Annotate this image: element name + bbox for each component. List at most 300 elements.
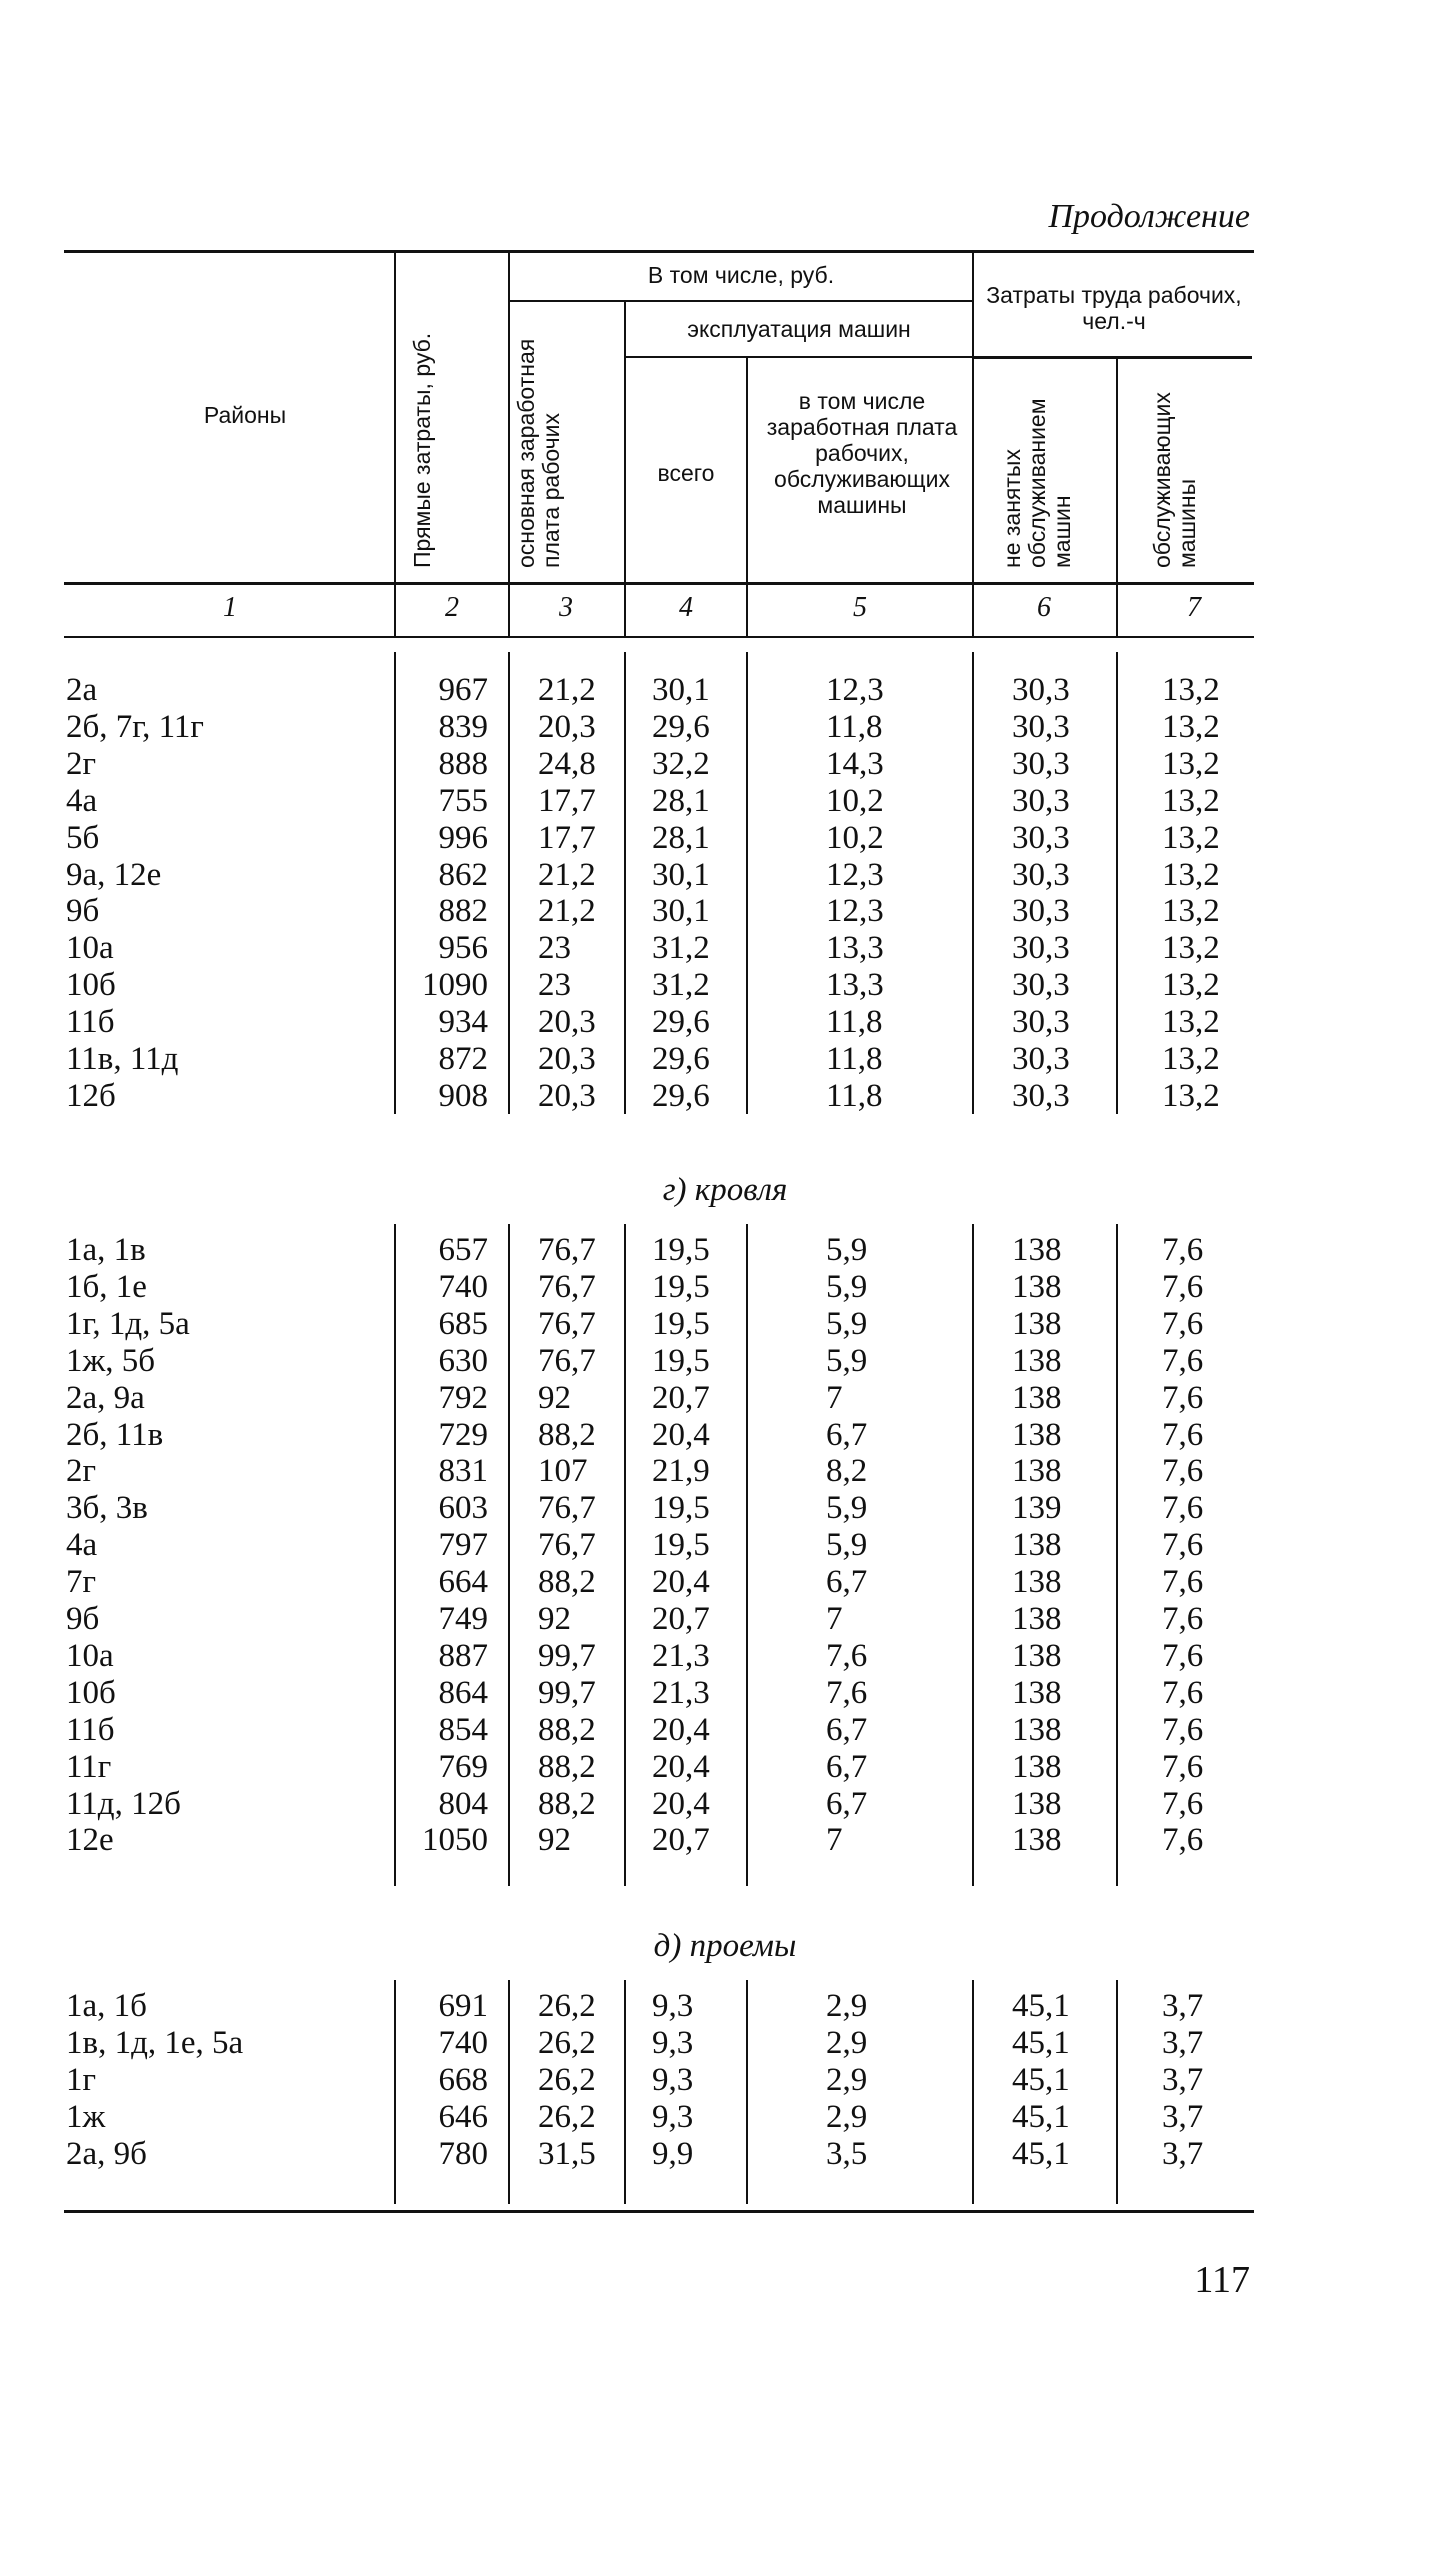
table-cell-col7: 13,2 [1162,782,1220,819]
table-cell-col3: 92 [538,1379,571,1416]
header-col3: основная заработная плата рабочих [513,338,564,568]
table-row [0,1453,1450,1490]
header-incl-group: В том числе, руб. [647,262,835,288]
table-cell-col6: 138 [1012,1527,1062,1564]
table-cell-col7: 13,2 [1162,856,1220,893]
table-cell-col5: 13,3 [826,930,884,967]
colnum-3: 3 [559,592,573,623]
table-cell-col5: 12,3 [826,856,884,893]
table-cell-col6: 138 [1012,1416,1062,1453]
table-cell-col7: 7,6 [1162,1490,1204,1527]
table-cell-col1: 4а [66,1527,98,1564]
table-cell-col4: 31,2 [652,967,710,1004]
table-cell-col3: 23 [538,930,571,967]
table-cell-col7: 7,6 [1162,1527,1204,1564]
table-cell-col2: 603 [438,1490,488,1527]
table-cell-col1: 7г [66,1564,97,1601]
table-cell-col6: 138 [1012,1305,1062,1342]
table-cell-col3: 92 [538,1822,571,1859]
table-cell-col2: 854 [438,1711,488,1748]
table-cell-col2: 804 [438,1785,488,1822]
table-cell-col2: 839 [438,708,488,745]
table-cell-col2: 1050 [422,1822,488,1859]
table-cell-col5: 2,9 [826,1988,868,2024]
table-cell-col2: 996 [438,819,488,856]
table-cell-col5: 5,9 [826,1490,868,1527]
table-cell-col6: 138 [1012,1453,1062,1490]
table-cell-col7: 13,2 [1162,745,1220,782]
table-cell-col3: 20,3 [538,1077,596,1114]
table-row [0,746,1450,783]
table-cell-col6: 30,3 [1012,782,1070,819]
header-col1: Районы [203,402,287,428]
table-cell-col3: 21,2 [538,856,596,893]
table-bottom-rule [64,2210,1254,2213]
table-cell-col1: 1ж, 5б [66,1342,156,1379]
table-cell-col6: 138 [1012,1711,1062,1748]
table-cell-col7: 3,7 [1162,1988,1204,2024]
table-cell-col5: 11,8 [826,1004,883,1041]
table-cell-col4: 9,3 [652,1988,694,2024]
table-cell-col1: 2б, 7г, 11г [66,708,204,745]
table-cell-col4: 30,1 [652,672,710,708]
table-cell-col5: 11,8 [826,1077,883,1114]
table-cell-col5: 13,3 [826,967,884,1004]
table-cell-col1: 11б [66,1004,115,1041]
table-cell-col7: 7,6 [1162,1748,1204,1785]
table-cell-col5: 5,9 [826,1305,868,1342]
table-row [0,1041,1450,1078]
table-cell-col1: 11б [66,1711,115,1748]
table-cell-col7: 3,7 [1162,2135,1204,2172]
table-row [0,2136,1450,2173]
section-title-roof: г) кровля [662,1172,788,1208]
table-cell-col3: 23 [538,967,571,1004]
table-cell-col2: 1090 [422,967,488,1004]
table-cell-col4: 20,4 [652,1785,710,1822]
table-cell-col5: 5,9 [826,1527,868,1564]
table-cell-col2: 908 [438,1077,488,1114]
table-cell-col5: 10,2 [826,819,884,856]
table-cell-col4: 20,4 [652,1711,710,1748]
table-cell-col1: 1ж [66,2098,106,2135]
table-cell-col1: 3б, 3в [66,1490,148,1527]
table-cell-col5: 11,8 [826,708,883,745]
table-cell-col3: 88,2 [538,1711,596,1748]
table-row [0,1638,1450,1675]
table-cell-col4: 28,1 [652,782,710,819]
table-cell-col7: 13,2 [1162,708,1220,745]
table-cell-col5: 8,2 [826,1453,868,1490]
table-cell-col1: 5б [66,819,100,856]
table-cell-col1: 9а, 12е [66,856,162,893]
table-row [0,1527,1450,1564]
table-cell-col6: 138 [1012,1637,1062,1674]
header-machines-group: эксплуатация машин [687,316,911,342]
table-cell-col4: 19,5 [652,1268,710,1305]
table-cell-col3: 76,7 [538,1305,596,1342]
table-cell-col1: 2б, 11в [66,1416,164,1453]
table-cell-col6: 138 [1012,1822,1062,1859]
table-cell-col2: 831 [438,1453,488,1490]
table-cell-col5: 3,5 [826,2135,868,2172]
table-row [0,783,1450,820]
table-cell-col3: 76,7 [538,1527,596,1564]
table-cell-col1: 11в, 11д [66,1041,179,1077]
table-cell-col2: 967 [438,672,488,708]
table-cell-col1: 1г [66,2061,97,2098]
table-cell-col7: 13,2 [1162,1004,1220,1041]
table-cell-col6: 30,3 [1012,1004,1070,1041]
table-cell-col2: 729 [438,1416,488,1453]
table-cell-col4: 31,2 [652,930,710,967]
table-cell-col2: 888 [438,745,488,782]
table-cell-col7: 7,6 [1162,1268,1204,1305]
table-cell-col2: 657 [438,1232,488,1268]
colnum-bottom-rule [64,636,1254,638]
table-cell-col7: 7,6 [1162,1637,1204,1674]
table-cell-col4: 21,3 [652,1637,710,1674]
table-row [0,1712,1450,1749]
table-cell-col7: 13,2 [1162,1041,1220,1077]
table-cell-col6: 138 [1012,1342,1062,1379]
table-cell-col2: 668 [438,2061,488,2098]
table-cell-col7: 3,7 [1162,2024,1204,2061]
table-cell-col1: 2г [66,745,97,782]
header-divider [508,252,510,636]
table-row [0,1988,1450,2025]
table-row [0,1232,1450,1269]
table-cell-col2: 862 [438,856,488,893]
table-cell-col7: 7,6 [1162,1453,1204,1490]
table-cell-col6: 30,3 [1012,1041,1070,1077]
table-cell-col7: 7,6 [1162,1305,1204,1342]
table-cell-col5: 7,6 [826,1637,868,1674]
table-cell-col5: 5,9 [826,1232,868,1268]
table-cell-col6: 45,1 [1012,2135,1070,2172]
table-row [0,1078,1450,1115]
machines-group-rule [624,356,972,358]
table-row [0,1004,1450,1041]
header-divider [972,252,974,636]
table-row [0,1417,1450,1454]
table-cell-col4: 20,4 [652,1748,710,1785]
table-cell-col4: 9,3 [652,2098,694,2135]
table-cell-col5: 6,7 [826,1785,868,1822]
table-cell-col2: 864 [438,1674,488,1711]
table-cell-col5: 7 [826,1601,843,1637]
table-cell-col6: 138 [1012,1601,1062,1637]
table-row [0,1601,1450,1638]
table-cell-col1: 12е [66,1822,114,1859]
table-cell-col7: 13,2 [1162,930,1220,967]
table-row [0,1564,1450,1601]
table-cell-col5: 10,2 [826,782,884,819]
table-row [0,1380,1450,1417]
table-cell-col6: 45,1 [1012,1988,1070,2024]
table-cell-col7: 3,7 [1162,2061,1204,2098]
table-cell-col5: 2,9 [826,2024,868,2061]
table-row [0,820,1450,857]
table-cell-col4: 20,7 [652,1601,710,1637]
table-row [0,2025,1450,2062]
table-cell-col4: 9,9 [652,2135,694,2172]
table-cell-col1: 12б [66,1077,116,1114]
labor-group-rule [974,356,1252,359]
table-cell-col3: 20,3 [538,1004,596,1041]
table-cell-col6: 138 [1012,1748,1062,1785]
table-cell-col1: 2г [66,1453,97,1490]
table-cell-col2: 769 [438,1748,488,1785]
table-cell-col6: 139 [1012,1490,1062,1527]
table-cell-col2: 685 [438,1305,488,1342]
table-cell-col6: 138 [1012,1785,1062,1822]
table-row [0,1306,1450,1343]
table-cell-col4: 19,5 [652,1342,710,1379]
table-row [0,1822,1450,1859]
table-cell-col3: 99,7 [538,1674,596,1711]
table-cell-col7: 7,6 [1162,1822,1204,1859]
table-row [0,930,1450,967]
table-row [0,672,1450,709]
table-row [0,857,1450,894]
table-cell-col1: 10а [66,930,114,967]
table-cell-col3: 26,2 [538,2098,596,2135]
table-cell-col7: 13,2 [1162,672,1220,708]
table-cell-col4: 20,7 [652,1379,710,1416]
table-cell-col2: 872 [438,1041,488,1077]
table-cell-col4: 28,1 [652,819,710,856]
table-cell-col7: 13,2 [1162,893,1220,930]
table-cell-col1: 10б [66,1674,116,1711]
table-cell-col2: 630 [438,1342,488,1379]
table-cell-col3: 88,2 [538,1785,596,1822]
table-cell-col1: 10б [66,967,116,1004]
table-cell-col1: 11д, 12б [66,1785,181,1822]
table-cell-col3: 20,3 [538,708,596,745]
table-cell-col5: 5,9 [826,1342,868,1379]
table-cell-col1: 2а [66,672,98,708]
colnum-2: 2 [445,592,459,623]
table-cell-col2: 780 [438,2135,488,2172]
table-cell-col2: 664 [438,1564,488,1601]
table-cell-col6: 45,1 [1012,2024,1070,2061]
table-cell-col3: 88,2 [538,1748,596,1785]
table-cell-col6: 138 [1012,1674,1062,1711]
table-cell-col5: 11,8 [826,1041,883,1077]
table-cell-col6: 30,3 [1012,745,1070,782]
table-cell-col6: 138 [1012,1564,1062,1601]
page-number: 117 [1194,2259,1250,2301]
colnum-1: 1 [223,592,237,623]
table-cell-col3: 76,7 [538,1490,596,1527]
table-cell-col6: 30,3 [1012,930,1070,967]
table-cell-col5: 2,9 [826,2098,868,2135]
table-cell-col3: 76,7 [538,1268,596,1305]
table-cell-col3: 21,2 [538,672,596,708]
table-cell-col5: 12,3 [826,893,884,930]
table-cell-col3: 17,7 [538,782,596,819]
table-cell-col7: 7,6 [1162,1416,1204,1453]
colnum-7: 7 [1187,592,1201,623]
table-cell-col5: 6,7 [826,1711,868,1748]
table-cell-col4: 20,4 [652,1564,710,1601]
table-cell-col6: 30,3 [1012,672,1070,708]
section-title-openings: д) проемы [653,1928,797,1964]
table-cell-col6: 30,3 [1012,819,1070,856]
table-cell-col5: 6,7 [826,1416,868,1453]
table-cell-col2: 797 [438,1527,488,1564]
table-cell-col4: 19,5 [652,1490,710,1527]
table-cell-col5: 2,9 [826,2061,868,2098]
continuation-label: Продолжение [1048,198,1250,235]
table-row [0,1269,1450,1306]
table-cell-col5: 7,6 [826,1674,868,1711]
table-cell-col3: 76,7 [538,1342,596,1379]
table-cell-col3: 76,7 [538,1232,596,1268]
table-cell-col1: 1б, 1е [66,1268,147,1305]
table-cell-col7: 3,7 [1162,2098,1204,2135]
table-cell-col3: 31,5 [538,2135,596,2172]
table-cell-col7: 7,6 [1162,1379,1204,1416]
table-cell-col1: 1в, 1д, 1е, 5а [66,2024,244,2061]
table-cell-col1: 9б [66,893,100,930]
table-row [0,709,1450,746]
table-cell-col1: 4а [66,782,98,819]
table-cell-col7: 7,6 [1162,1232,1204,1268]
table-row [0,1786,1450,1823]
header-col2: Прямые затраты, руб. [409,332,435,568]
table-cell-col6: 30,3 [1012,856,1070,893]
table-row [0,2099,1450,2136]
table-cell-col4: 29,6 [652,1077,710,1114]
table-cell-col2: 956 [438,930,488,967]
table-cell-col3: 26,2 [538,2061,596,2098]
table-cell-col4: 21,9 [652,1453,710,1490]
table-cell-col6: 45,1 [1012,2098,1070,2135]
table-cell-col4: 30,1 [652,856,710,893]
table-cell-col5: 7 [826,1379,843,1416]
table-cell-col6: 30,3 [1012,708,1070,745]
table-cell-col4: 9,3 [652,2024,694,2061]
table-cell-col7: 13,2 [1162,967,1220,1004]
table-cell-col4: 29,6 [652,708,710,745]
colnum-4: 4 [679,592,693,623]
table-cell-col4: 19,5 [652,1305,710,1342]
table-cell-col4: 20,7 [652,1822,710,1859]
header-col4: всего [657,460,715,486]
table-cell-col2: 755 [438,782,488,819]
table-cell-col2: 749 [438,1601,488,1637]
table-cell-col4: 29,6 [652,1041,710,1077]
table-cell-col7: 7,6 [1162,1564,1204,1601]
table-cell-col7: 13,2 [1162,1077,1220,1114]
table-cell-col7: 13,2 [1162,819,1220,856]
table-top-rule [64,250,1254,253]
table-cell-col7: 7,6 [1162,1711,1204,1748]
table-cell-col5: 14,3 [826,745,884,782]
header-col5: в том числе заработная плата рабочих, обслуживающих машины [766,388,958,518]
table-cell-col7: 7,6 [1162,1785,1204,1822]
table-cell-col1: 10а [66,1637,114,1674]
table-cell-col4: 32,2 [652,745,710,782]
table-row [0,967,1450,1004]
colnum-5: 5 [853,592,867,623]
table-cell-col3: 20,3 [538,1041,596,1077]
table-cell-col2: 887 [438,1637,488,1674]
table-row [0,2062,1450,2099]
table-cell-col6: 45,1 [1012,2061,1070,2098]
table-cell-col5: 6,7 [826,1564,868,1601]
table-cell-col2: 691 [438,1988,488,2024]
table-cell-col1: 2а, 9а [66,1379,145,1416]
table-cell-col6: 138 [1012,1232,1062,1268]
header-labor-group: Затраты труда рабочих, чел.-ч [986,282,1242,334]
table-cell-col5: 6,7 [826,1748,868,1785]
table-cell-col2: 740 [438,2024,488,2061]
table-cell-col4: 21,3 [652,1674,710,1711]
table-cell-col3: 24,8 [538,745,596,782]
table-cell-col4: 19,5 [652,1232,710,1268]
incl-group-rule [510,300,972,302]
table-cell-col3: 17,7 [538,819,596,856]
table-row [0,893,1450,930]
colnum-6: 6 [1037,592,1051,623]
table-cell-col2: 934 [438,1004,488,1041]
table-cell-col1: 1а, 1в [66,1232,146,1268]
table-cell-col6: 30,3 [1012,893,1070,930]
table-cell-col3: 26,2 [538,2024,596,2061]
table-cell-col3: 88,2 [538,1564,596,1601]
table-cell-col7: 7,6 [1162,1342,1204,1379]
table-cell-col5: 5,9 [826,1268,868,1305]
table-cell-col1: 1а, 1б [66,1988,147,2024]
table-cell-col7: 7,6 [1162,1674,1204,1711]
table-row [0,1343,1450,1380]
table-row [0,1675,1450,1712]
table-cell-col2: 882 [438,893,488,930]
table-cell-col3: 92 [538,1601,571,1637]
table-cell-col4: 29,6 [652,1004,710,1041]
header-col6: не занятых обслуживанием машин [999,398,1075,568]
table-cell-col1: 1г, 1д, 5а [66,1305,190,1342]
table-cell-col4: 20,4 [652,1416,710,1453]
table-cell-col4: 9,3 [652,2061,694,2098]
header-divider [394,252,396,636]
table-cell-col4: 30,1 [652,893,710,930]
header-divider [746,358,748,636]
table-cell-col2: 792 [438,1379,488,1416]
table-cell-col3: 88,2 [538,1416,596,1453]
header-divider [1116,358,1118,636]
table-cell-col7: 7,6 [1162,1601,1204,1637]
table-cell-col1: 11г [66,1748,112,1785]
header-col7: обслуживающих машины [1149,392,1200,568]
table-cell-col4: 19,5 [652,1527,710,1564]
table-cell-col3: 21,2 [538,893,596,930]
table-cell-col6: 30,3 [1012,967,1070,1004]
table-cell-col5: 12,3 [826,672,884,708]
table-cell-col3: 26,2 [538,1988,596,2024]
table-row [0,1749,1450,1786]
table-cell-col6: 138 [1012,1268,1062,1305]
table-cell-col6: 138 [1012,1379,1062,1416]
table-cell-col3: 99,7 [538,1637,596,1674]
table-cell-col6: 30,3 [1012,1077,1070,1114]
table-cell-col3: 107 [538,1453,588,1490]
table-cell-col2: 646 [438,2098,488,2135]
header-bottom-rule [64,582,1254,585]
